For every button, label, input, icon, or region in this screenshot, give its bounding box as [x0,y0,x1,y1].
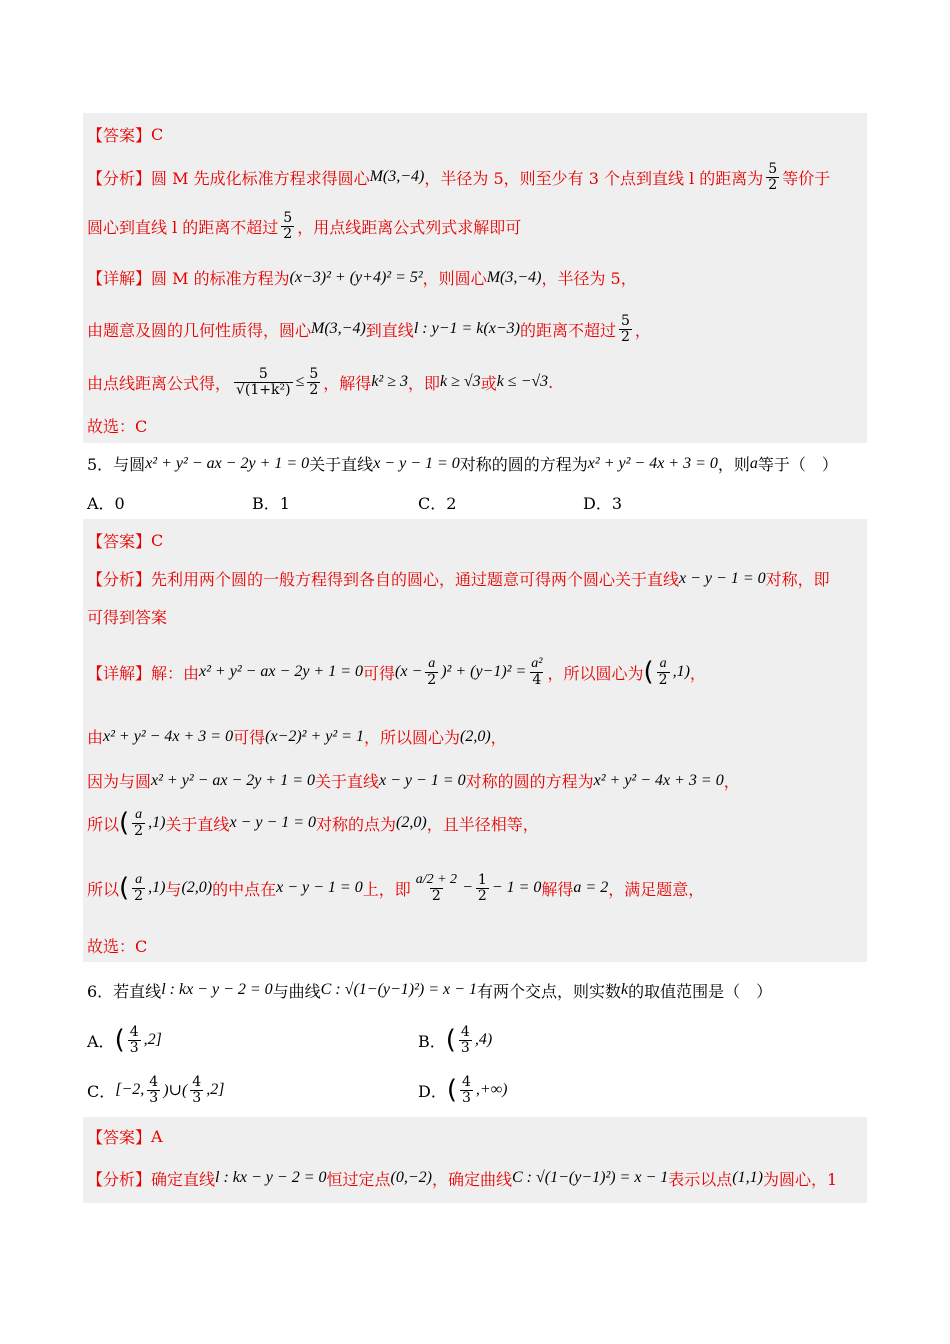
text: 关于直线 [165,814,230,834]
q4-analysis-line2 [87,209,521,243]
option-label: B． [418,1031,446,1051]
q6-stem [87,977,772,1003]
analysis-tag: 【分析】 [87,168,152,188]
q5-analysis-line1 [87,567,830,590]
text: 的距离不超过 [519,320,616,340]
fraction [190,1075,203,1105]
text: ，所以圆心为 [363,728,460,747]
frac-num: 5 [309,365,319,382]
text: 上，即 [362,879,411,899]
text: 的取值范围是（ ） [628,981,773,1001]
text: ， [689,663,706,683]
math-line: x − y − 1 = 0 [379,771,466,789]
math-center: M(3,−4) [486,268,542,286]
math-equation: x² + y² − 4x + 3 = 0 [103,727,234,745]
math-term: ,1) [672,663,690,680]
text: ，所以圆心为 [547,663,644,683]
text: . [548,372,554,392]
frac-num: a [135,806,143,822]
fraction [657,657,670,687]
math-equation: x² + y² − ax − 2y + 1 = 0 [151,771,315,789]
text: 可得 [363,663,396,683]
frac-num: a² [531,655,543,671]
fraction [132,873,145,903]
frac-num: a [659,655,667,671]
text: ，即 [408,373,441,393]
text: 对称的圆的方程为 [465,772,594,791]
fraction [476,873,489,903]
fraction [460,1075,473,1105]
text: ，满足题意， [608,879,705,899]
detail-tag: 【详解】 [87,663,152,683]
option-label: D． [418,1081,447,1101]
q5-analysis-line2 [87,605,167,628]
frac-den: 2 [134,887,144,904]
frac-den: 2 [427,671,437,688]
answer-tag: 【答案】 [87,1128,152,1147]
math-center: (2,0) [459,727,491,745]
q5-option-a: A．0 [87,494,125,513]
frac-num: a [428,655,436,671]
frac-den: 2 [134,822,144,839]
math-term: − 1 = 0 [491,879,542,896]
left-paren: ( [119,808,130,838]
text: 对称的点为 [316,814,397,834]
q5-detail-line3 [87,769,740,792]
math-point: (0,−2) [390,1169,432,1186]
q5-option-b: B．1 [252,494,290,513]
text: ，确定曲线 [431,1169,512,1189]
text: ，半径为 5，则至少有 3 个点到直线 l 的距离为 [424,168,764,188]
text: 关于直线 [315,772,380,791]
left-paren: ( [643,657,654,687]
q6-analysis-line1 [87,1165,837,1191]
text: 对称的圆的方程为 [459,455,588,474]
math-line: l : kx − y − 2 = 0 [215,1169,327,1186]
fraction [128,1025,141,1055]
analysis-tag: 【分析】 [87,1169,152,1189]
fraction [529,657,544,687]
math-equation: x² + y² − ax − 2y + 1 = 0 [199,663,364,680]
text: 的中点在 [212,879,277,899]
math-equation: (x−2)² + y² = 1 [265,727,364,745]
math-term: ,1) [148,879,166,896]
math-line: x − y − 1 = 0 [373,454,460,472]
text: 由题意及圆的几何性质得，圆心 [87,320,312,340]
math-center: M(3,−4) [311,320,366,337]
math-equation: x² + y² − 4x + 3 = 0 [593,771,724,789]
text: 可得到答案 [87,608,168,627]
text: 等价于 [782,168,831,188]
math-equation: x² + y² − ax − 2y + 1 = 0 [145,454,310,472]
text: ，半径为 5， [541,269,637,288]
frac-num: a/2 + 2 [415,871,458,887]
text: 为圆心，1 [762,1169,838,1189]
text: 由点线距离公式得， [87,373,232,393]
math-line: l : y−1 = k(x−3) [413,320,520,337]
q5-choose [87,934,147,957]
fraction [307,367,320,397]
text: 关于直线 [309,455,374,474]
text: 由 [87,728,104,747]
fraction [147,1075,160,1105]
frac-num: 5 [620,312,630,329]
text: 与曲线 [272,981,321,1001]
analysis-tag: 【分析】 [87,570,152,589]
frac-num: 5 [768,160,778,177]
q4-detail-line1 [87,266,637,289]
left-paren: ( [445,1025,456,1055]
choose-text: 故选：C [87,417,148,436]
frac-den: 2 [309,381,319,398]
text: 或 [480,373,497,393]
math-term: ,2] [206,1081,225,1098]
fraction [425,657,438,687]
frac-den: 2 [620,328,630,345]
text: 到直线 [365,320,414,340]
frac-den: √(1+k²) [236,381,291,398]
math-line: x − y − 1 = 0 [679,569,766,587]
math-term: ,4) [474,1031,493,1048]
math-term: ,+∞) [475,1081,508,1098]
math-solution: a = 2 [573,879,609,896]
text: 所以 [87,814,120,834]
frac-num: a [135,871,143,887]
answer-value: C [151,531,164,550]
text: 因为与圆 [87,772,152,791]
frac-den: 2 [768,176,778,193]
frac-den: 2 [283,225,293,242]
math-line: l : kx − y − 2 = 0 [161,981,273,998]
text: 有两个交点，则实数 [476,981,621,1001]
math-term: )² + (y−1)² = [441,663,527,680]
text: 6．若直线 [87,981,162,1001]
frac-num: 4 [192,1073,202,1090]
q4-detail-line2 [87,312,651,346]
q4-choose [87,414,147,437]
frac-num: 5 [258,365,268,382]
text: ， [490,728,507,747]
q5-option-c: C．2 [418,494,457,513]
text: 与 [165,879,182,899]
left-paren: ( [114,1025,125,1055]
q6-option-a [87,1018,162,1062]
math-equation: x² + y² − 4x + 3 = 0 [587,454,718,472]
frac-den: 3 [462,1089,471,1106]
text: ， [634,320,651,340]
frac-den: 2 [658,671,668,688]
q5-detail-line5 [87,862,704,914]
math-line: x − y − 1 = 0 [276,879,363,896]
frac-num: 4 [129,1023,139,1040]
text: 确定直线 [151,1169,216,1189]
text: 解得 [541,879,574,899]
math-curve: C : √(1−(y−1)²) = x − 1 [320,981,477,998]
math-term: ,2] [143,1031,162,1048]
answer-tag: 【答案】 [87,126,152,145]
q6-option-b [418,1018,492,1062]
q6-option-d [418,1068,507,1112]
text: 圆 M 的标准方程为 [151,269,290,288]
left-paren: ( [119,873,130,903]
q5-detail-line4 [87,803,539,843]
text: 等于（ ） [757,455,838,474]
frac-den: 2 [431,887,441,904]
fraction [619,314,632,344]
frac-num: 1 [477,871,487,888]
option-label: A． [87,1031,115,1051]
math-line: x − y − 1 = 0 [229,814,317,831]
q5-stem [87,452,838,475]
q5-detail-line2 [87,725,507,748]
text: 圆 M 先成化标准方程求得圆心 [151,168,370,188]
text: ，解得 [323,373,372,393]
math-point: (2,0) [181,879,213,896]
text: ， [723,772,740,791]
q4-answer [87,123,163,146]
text: 可得 [233,728,266,747]
text: 表示以点 [668,1169,733,1189]
text: 圆心到直线 l 的距离不超过 [87,217,279,237]
math-curve: C : √(1−(y−1)²) = x − 1 [511,1169,669,1186]
text: 恒过定点 [326,1169,391,1189]
q6-option-c [87,1068,224,1112]
math-term: )∪( [163,1082,188,1099]
math-equation: (x−3)² + (y+4)² = 5² [289,268,423,286]
text: ，则 [717,455,750,474]
frac-den: 3 [149,1089,159,1106]
answer-tag: 【答案】 [87,532,152,551]
q5-detail-line1 [87,652,706,692]
math-inequality: k ≥ √3 [440,373,481,390]
math-center: M(3,−4) [369,168,425,185]
math-var: k [620,981,629,998]
text: 解：由 [151,663,200,683]
frac-den: 4 [532,671,542,688]
fraction [132,808,145,838]
math-inequality: k² ≥ 3 [371,373,408,390]
math-term: [−2, [115,1081,145,1098]
option-label: C． [87,1081,116,1101]
math-term: (x − [395,663,423,680]
q5-option-d: D．3 [583,494,623,513]
math-term: ,1) [148,814,166,831]
math-op: − [462,879,473,896]
math-inequality: k ≤ −√3 [496,373,549,390]
text: ，且半径相等， [426,814,539,834]
fraction [459,1025,472,1055]
frac-num: 4 [462,1073,471,1090]
left-paren: ( [446,1075,457,1105]
text: ，用点线距离公式列式求解即可 [297,217,522,237]
fraction [414,873,459,903]
fraction [234,367,293,397]
text: 5．与圆 [87,455,146,474]
math-point: (2,0) [396,814,427,831]
text: 先利用两个圆的一般方程得到各自的圆心，通过题意可得两个圆心关于直线 [151,570,680,589]
q4-analysis-line1 [87,160,830,194]
text: 所以 [87,879,120,899]
frac-den: 3 [192,1089,202,1106]
fraction [281,211,294,241]
frac-num: 4 [460,1023,470,1040]
q5-answer [87,529,163,552]
text: ，则圆心 [422,269,487,288]
frac-den: 3 [460,1039,470,1056]
math-var: a [749,454,758,472]
q4-detail-line3 [87,362,553,402]
frac-num: 5 [283,209,293,226]
math-point: (1,1) [732,1169,763,1186]
answer-value: A [151,1127,163,1146]
fraction [766,162,779,192]
q6-answer [87,1125,163,1148]
answer-value: C [151,125,164,144]
frac-num: 4 [149,1073,159,1090]
choose-text: 故选：C [87,937,148,956]
text: 对称，即 [765,570,830,589]
detail-tag: 【详解】 [87,269,152,288]
frac-den: 3 [129,1039,139,1056]
frac-den: 2 [477,887,487,904]
math-op: ≤ [295,373,305,390]
